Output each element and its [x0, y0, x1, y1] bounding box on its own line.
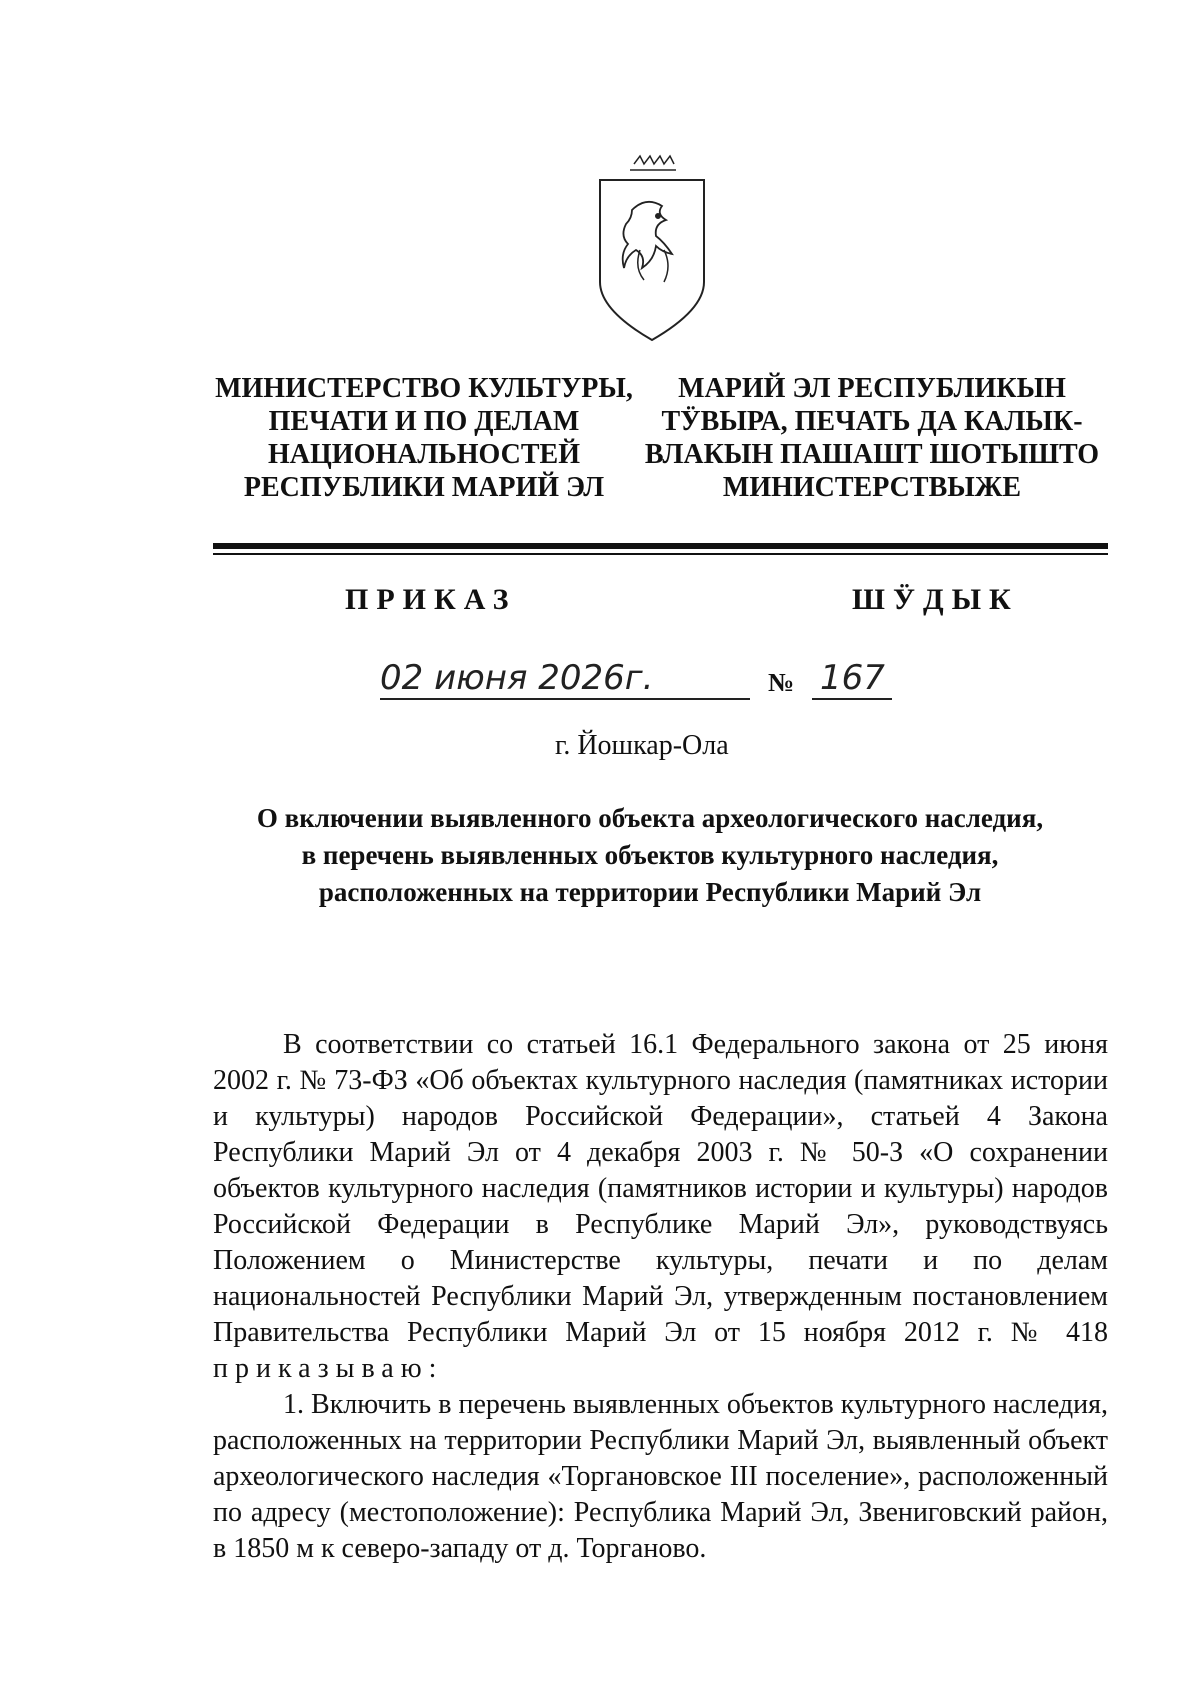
coat-of-arms-emblem	[592, 150, 712, 345]
org-ru-line: НАЦИОНАЛЬНОСТЕЙ	[268, 439, 580, 470]
org-name-russian	[200, 372, 648, 504]
body-paragraph-preamble	[213, 1027, 1108, 1387]
org-mari-line: МИНИСТЕРСТВЫЖЕ	[722, 472, 1022, 503]
handwritten-date: 02 июня 2026г.	[380, 658, 654, 698]
org-name-mari	[632, 372, 1112, 504]
header-divider-thin	[213, 553, 1108, 555]
document-title	[180, 800, 1120, 911]
title-line: расположенных на территории Республики Марий Эл	[318, 877, 982, 907]
org-ru-line: МИНИСТЕРСТВО КУЛЬТУРЫ,	[215, 373, 633, 404]
org-ru-line: ПЕЧАТИ И ПО ДЕЛАМ	[268, 406, 580, 437]
header-divider-thick	[213, 543, 1108, 549]
org-mari-line: ВЛАКЫН ПАШАШТ ШОТЫШТО	[644, 439, 1100, 470]
document-body	[213, 1027, 1108, 1567]
number-sign: №	[768, 668, 795, 697]
body-paragraph-item-1: 1. Включить в перечень выявленных объектов культурного наследия, расположенных на территории Республики Марий Эл, выявленный объект археологического наследия «Торгановское III поселение», расположенный по адресу (местоположение): Республика Марий Эл, Звениговский район, в 1850 м к северо-западу от д. Торганово.	[213, 1389, 1108, 1564]
order-label-russian: ПРИКАЗ	[345, 583, 517, 616]
org-mari-line: ТӰВЫРА, ПЕЧАТЬ ДА КАЛЫК-	[661, 406, 1083, 437]
order-label-mari: ШӰДЫК	[852, 583, 1019, 616]
date-underline	[380, 696, 750, 702]
org-ru-line: РЕСПУБЛИКИ МАРИЙ ЭЛ	[243, 472, 605, 503]
order-date-number-line	[380, 658, 940, 704]
handwritten-order-number: 167	[820, 658, 885, 698]
title-line: в перечень выявленных объектов культурного наследия,	[301, 840, 999, 870]
city-of-issue: г. Йошкар-Ола	[555, 730, 729, 761]
number-underline	[812, 696, 892, 702]
title-line: О включении выявленного объекта археологического наследия,	[256, 803, 1044, 833]
preamble-text: В соответствии со статьей 16.1 Федерального закона от 25 июня 2002 г. № 73-ФЗ «Об объектах культурного наследия (памятниках истории и культуры) народов Российской Федерации», статьей 4 Закона Республики Марий Эл от 4 декабря 2003 г. № 50-З «О сохранении объектов культурного наследия (памятников истории и культуры) народов Российской Федерации в Республике Марий Эл», руководствуясь Положением о Министерстве культуры, печати и по делам национальностей Республики Марий Эл, утвержденным постановлением Правительства Республики Марий Эл от 15 ноября 2012 г. № 418	[213, 1029, 1108, 1348]
directive-word: приказываю:	[213, 1353, 444, 1384]
org-mari-line: МАРИЙ ЭЛ РЕСПУБЛИКЫН	[678, 373, 1066, 404]
